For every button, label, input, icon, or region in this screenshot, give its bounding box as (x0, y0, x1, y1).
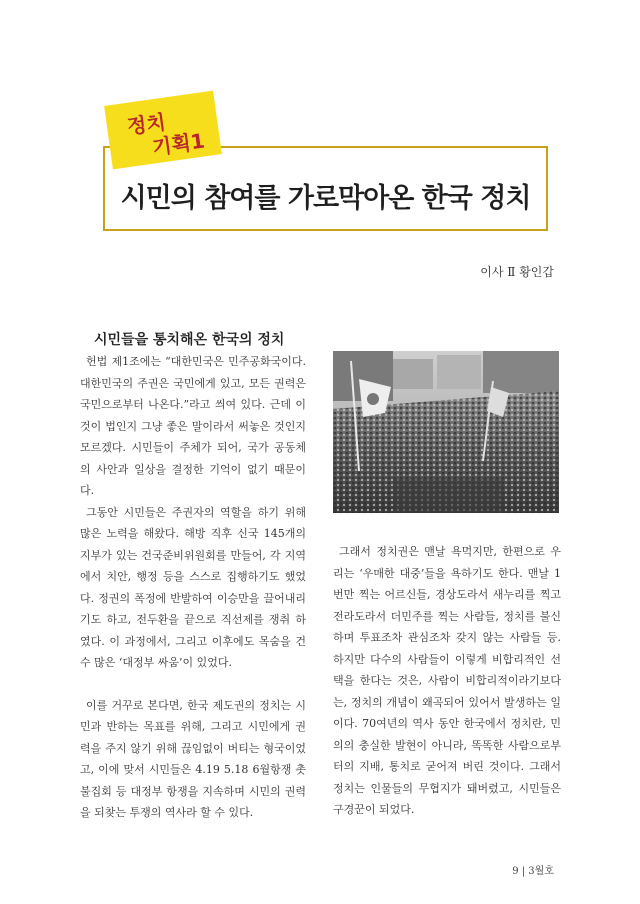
page-footer: 9 | 3월호 (512, 866, 554, 877)
protest-crowd-photo (333, 351, 559, 513)
author-byline: 이사 Ⅱ 황인갑 (480, 265, 554, 279)
section-heading: 시민들을 통치해온 한국의 정치 (94, 332, 285, 348)
category-tag-line1: 정치 (125, 109, 168, 139)
right-paragraph-1: 그래서 정치권은 맨날 욕먹지만, 한편으로 우리는 ‘우매한 대중’들을 욕하기도 한다. 맨날 1번만 찍는 어르신들, 경상도라서 새누리를 찍고 전라도라서 더민주를 찍는 사람들, 정치를 불신하며 투표조차 관심조차 갖지 않는 사람들 등. 하지만 다수의 사람들이 이렇게 비합리적인 선택을 한다는 것은, 사람이 비합리적이라기보다는, 정치의 개념이 왜곡되어 있어서 발생하는 일이다. 70여년의 역사 동안 한국에서 정치란, 민의의 충실한 발현이 아니라, 똑똑한 사람으로부터의 지배, 통치로 굳어져 버린 것이다. 그래서 정치는 인물들의 무협지가 돼버렸고, 시민들은 구경꾼이 되었다. (333, 545, 561, 816)
crowd-photo-illustration (333, 351, 559, 513)
article-title: 시민의 참여를 가로막아온 한국 정치 (120, 183, 531, 214)
left-column (80, 351, 306, 824)
right-column (333, 541, 561, 821)
category-tag-line2: 기획1 (150, 128, 207, 160)
left-paragraph-2: 그동안 시민들은 주권자의 역할을 하기 위해 많은 노력을 해왔다. 해방 직후 신국 145개의 지부가 있는 건국준비위원회를 만들어, 각 지역에서 치안, 행정 등을 스스로 집행하기도 했었다. 정권의 폭정에 반발하여 이승만을 끌어내리기도 하고, 전두환을 끝으로 직선제를 쟁취 하였다. 이 과정에서, 그리고 이후에도 목숨을 건 수 많은 ‘대정부 싸움’이 있었다. (80, 505, 306, 669)
left-paragraph-1: 헌법 제1조에는 “대한민국은 민주공화국이다. 대한민국의 주권은 국민에게 있고, 모든 권력은 국민으로부터 나온다.”라고 씌여 있다. 근데 이것이 법인지 그냥 좋은 말이라서 써놓은 것인지 모르겠다. 시민들이 주체가 되어, 국가 공동체의 사안과 일상을 결정한 기억이 없기 때문이다. (80, 355, 306, 497)
left-paragraph-3: 이를 거꾸로 본다면, 한국 제도권의 정치는 시민과 반하는 목표를 위해, 그리고 시민에게 권력을 주지 않기 위해 끊임없이 버티는 형국이었고, 이에 맞서 시민들은 4.19 5.18 6월항쟁 촛불집회 등 대정부 항쟁을 지속하며 시민의 권력을 되찾는 투쟁의 역사라 할 수 있다. (80, 698, 306, 819)
